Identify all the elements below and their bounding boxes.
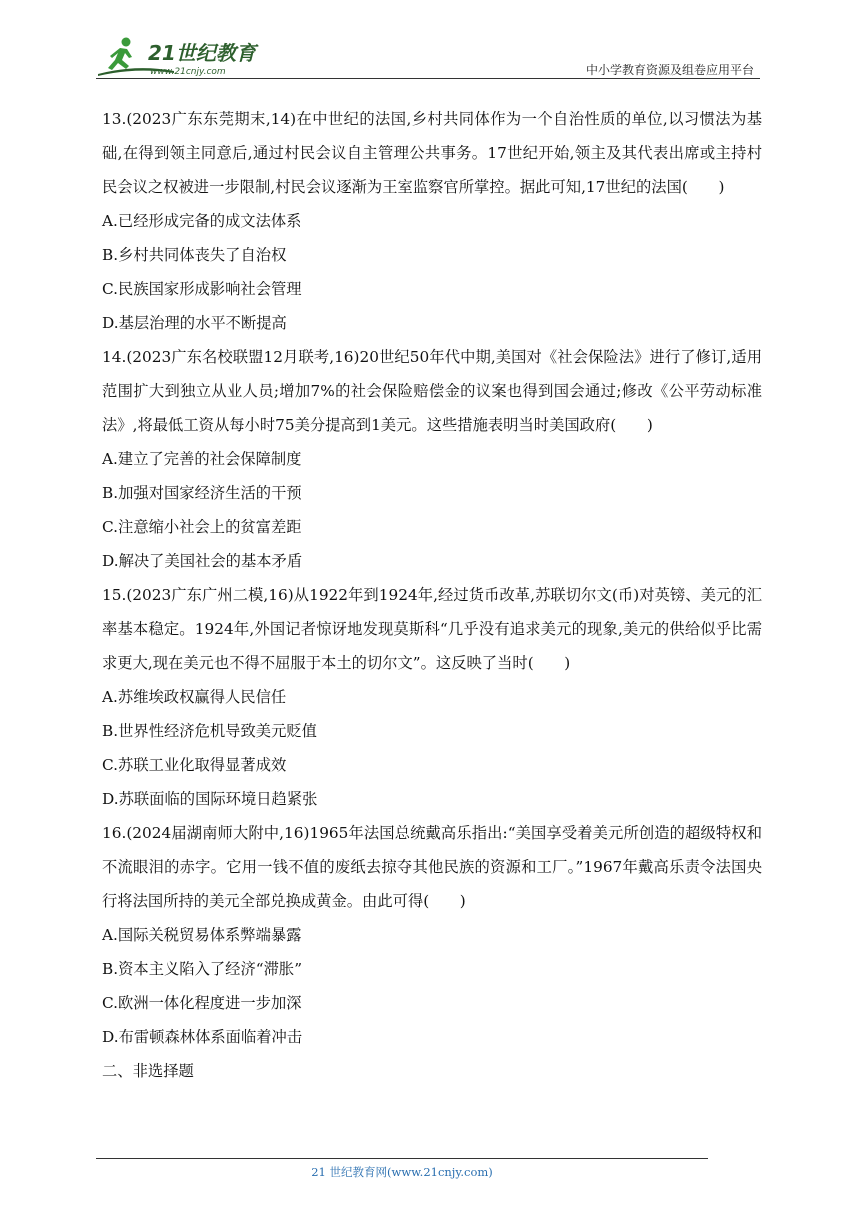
page-footer: 21 世纪教育网(www.21cnjy.com) xyxy=(311,1165,493,1179)
option-a: A.已经形成完备的成文法体系 xyxy=(102,212,302,230)
question-13 xyxy=(102,102,762,340)
question-stem: 14.(2023广东名校联盟12月联考,16)20世纪50年代中期,美国对《社会保险法》进行了修订,适用范围扩大到独立从业人员;增加7%的社会保险赔偿金的议案也得到国会通过;修改《公平劳动标准法》,将最低工资从每小时75美分提高到1美元。这些措施表明当时美国政府( ) xyxy=(102,348,762,434)
option-d: D.基层治理的水平不断提高 xyxy=(102,314,287,332)
question-stem: 16.(2024届湖南师大附中,16)1965年法国总统戴高乐指出:“美国享受着美元所创造的超级特权和不流眼泪的赤字。它用一钱不值的废纸去掠夺其他民族的资源和工厂。”1967年戴高乐责令法国央行将法国所持的美元全部兑换成黄金。由此可得( ) xyxy=(102,824,762,910)
option-d: D.解决了美国社会的基本矛盾 xyxy=(102,552,303,570)
header-divider xyxy=(96,78,760,79)
option-c: C.民族国家形成影响社会管理 xyxy=(102,280,302,298)
option-b: B.乡村共同体丧失了自治权 xyxy=(102,246,287,264)
question-list xyxy=(102,102,762,1088)
section-heading: 二、非选择题 xyxy=(102,1062,194,1080)
logo-text: 21世纪教育 xyxy=(148,41,256,65)
option-c: C.欧洲一体化程度进一步加深 xyxy=(102,994,302,1012)
footer-divider xyxy=(96,1158,708,1159)
option-b: B.加强对国家经济生活的干预 xyxy=(102,484,302,502)
site-logo xyxy=(96,34,266,78)
option-d: D.布雷顿森林体系面临着冲击 xyxy=(102,1028,303,1046)
question-14 xyxy=(102,340,762,578)
option-c: C.苏联工业化取得显著成效 xyxy=(102,756,287,774)
question-16 xyxy=(102,816,762,1054)
question-stem: 13.(2023广东东莞期末,14)在中世纪的法国,乡村共同体作为一个自治性质的单位,以习惯法为基础,在得到领主同意后,通过村民会议自主管理公共事务。17世纪开始,领主及其代表出席或主持村民会议之权被进一步限制,村民会议逐渐为王室监察官所掌控。据此可知,17世纪的法国( ) xyxy=(102,110,762,196)
option-a: A.建立了完善的社会保障制度 xyxy=(102,450,302,468)
option-b: B.世界性经济危机导致美元贬值 xyxy=(102,722,317,740)
option-a: A.苏维埃政权赢得人民信任 xyxy=(102,688,287,706)
logo-url: www.21cnjy.com xyxy=(150,67,226,77)
option-a: A.国际关税贸易体系弊端暴露 xyxy=(102,926,302,944)
option-c: C.注意缩小社会上的贫富差距 xyxy=(102,518,302,536)
option-d: D.苏联面临的国际环境日趋紧张 xyxy=(102,790,318,808)
page-header xyxy=(96,34,760,80)
option-b: B.资本主义陷入了经济“滞胀” xyxy=(102,960,303,978)
header-platform-name: 中小学教育资源及组卷应用平台 xyxy=(585,63,754,77)
question-stem: 15.(2023广东广州二模,16)从1922年到1924年,经过货币改革,苏联切尔文(币)对英镑、美元的汇率基本稳定。1924年,外国记者惊讶地发现莫斯科“几乎没有追求美元的现象,美元的供给似乎比需求更大,现在美元也不得不屈服于本土的切尔文”。这反映了当时( ) xyxy=(102,586,762,672)
question-15 xyxy=(102,578,762,816)
